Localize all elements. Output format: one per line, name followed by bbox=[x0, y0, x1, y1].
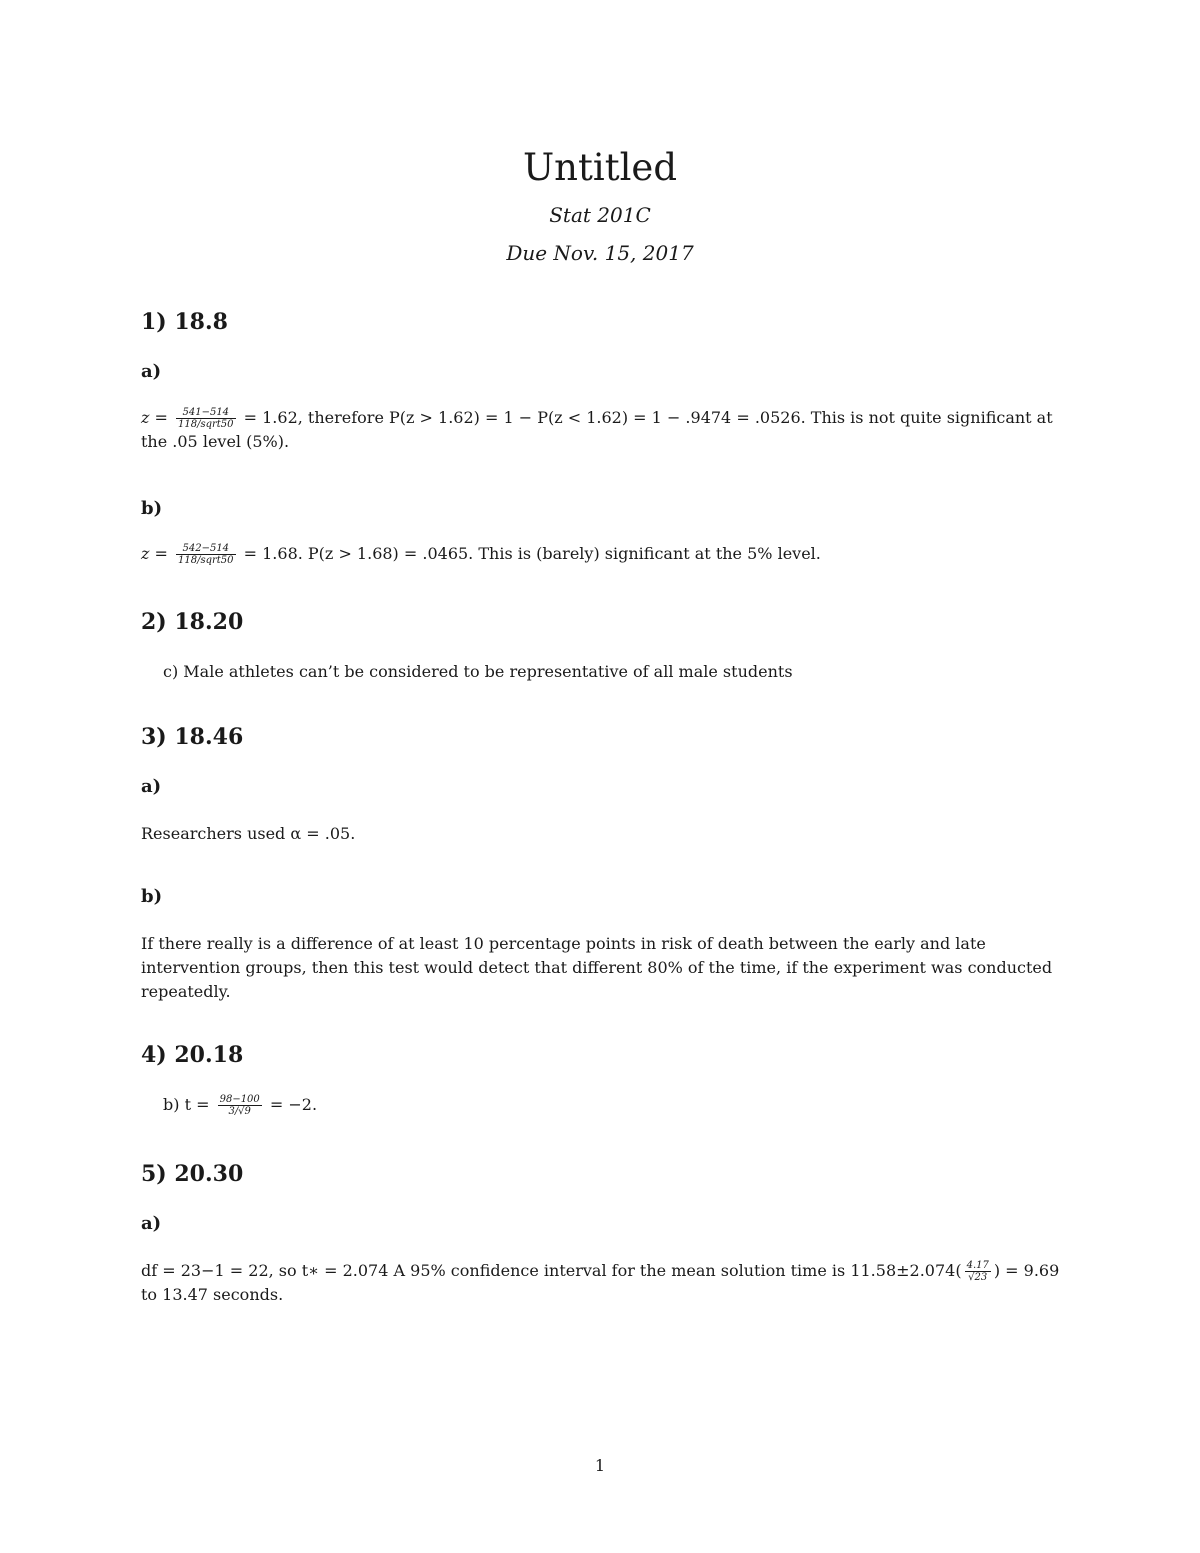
course-name: Stat 201C bbox=[549, 203, 651, 227]
fraction-numerator: 541−514 bbox=[176, 407, 236, 419]
question-2-heading: 2) 18.20 bbox=[141, 609, 244, 635]
question-4b-answer bbox=[163, 1094, 317, 1117]
due-date: Due Nov. 15, 2017 bbox=[506, 241, 694, 265]
question-3-heading: 3) 18.46 bbox=[141, 724, 244, 750]
fraction-denominator: √23 bbox=[968, 1272, 988, 1283]
fraction-numerator: 98−100 bbox=[219, 1094, 260, 1105]
question-2c-answer: c) Male athletes can’t be considered to be representative of all male students bbox=[163, 662, 793, 681]
page-number: 1 bbox=[594, 1456, 606, 1475]
document-title: Untitled bbox=[523, 146, 677, 189]
question-1a-label: a) bbox=[141, 361, 162, 382]
question-5a-answer bbox=[141, 1259, 1061, 1307]
question-5a-label: a) bbox=[141, 1213, 162, 1234]
fraction-denominator: 118/sqrt50 bbox=[178, 555, 234, 566]
question-3a-answer: Researchers used α = .05. bbox=[141, 824, 356, 843]
fraction-numerator: 4.17 bbox=[966, 1260, 989, 1271]
question-3b-answer: If there really is a difference of at least 10 percentage points in risk of death between the early and late intervention groups, then this test would detect that different 80% of the time, if the experiment was conducted repeatedly. bbox=[141, 934, 1053, 1001]
question-1b-label: b) bbox=[141, 498, 163, 519]
z-prefix: z = bbox=[141, 408, 168, 427]
answer-text-part-1: df = 23−1 = 22, so t∗ = 2.074 A 95% confidence interval for the mean solution time is 11.58±2.074( bbox=[141, 1261, 962, 1280]
fraction-denominator: 3/√9 bbox=[228, 1106, 251, 1117]
question-3a-label: a) bbox=[141, 776, 162, 797]
t-fraction bbox=[218, 1094, 262, 1117]
question-1b-answer bbox=[141, 542, 1061, 566]
answer-prefix: b) t = bbox=[163, 1095, 210, 1114]
answer-suffix: = −2. bbox=[269, 1095, 318, 1114]
answer-text: = 1.68. P(z > 1.68) = .0465. This is (barely) significant at the 5% level. bbox=[243, 544, 821, 563]
question-5-heading: 5) 20.30 bbox=[141, 1161, 244, 1187]
se-fraction bbox=[965, 1260, 991, 1283]
z-fraction bbox=[176, 543, 236, 566]
z-fraction bbox=[176, 407, 236, 430]
question-3b-label: b) bbox=[141, 886, 163, 907]
question-1a-answer bbox=[141, 406, 1061, 454]
question-4-heading: 4) 20.18 bbox=[141, 1042, 244, 1068]
z-prefix: z = bbox=[141, 544, 168, 563]
answer-text-part-2: ) = 9.69 to 13.47 seconds. bbox=[141, 1261, 1060, 1304]
fraction-numerator: 542−514 bbox=[176, 543, 236, 555]
answer-text: = 1.62, therefore P(z > 1.62) = 1 − P(z < 1.62) = 1 − .9474 = .0526. This is not quite significant at the .05 level (5%). bbox=[141, 408, 1053, 451]
fraction-denominator: 118/sqrt50 bbox=[178, 419, 234, 430]
question-1-heading: 1) 18.8 bbox=[141, 309, 228, 335]
